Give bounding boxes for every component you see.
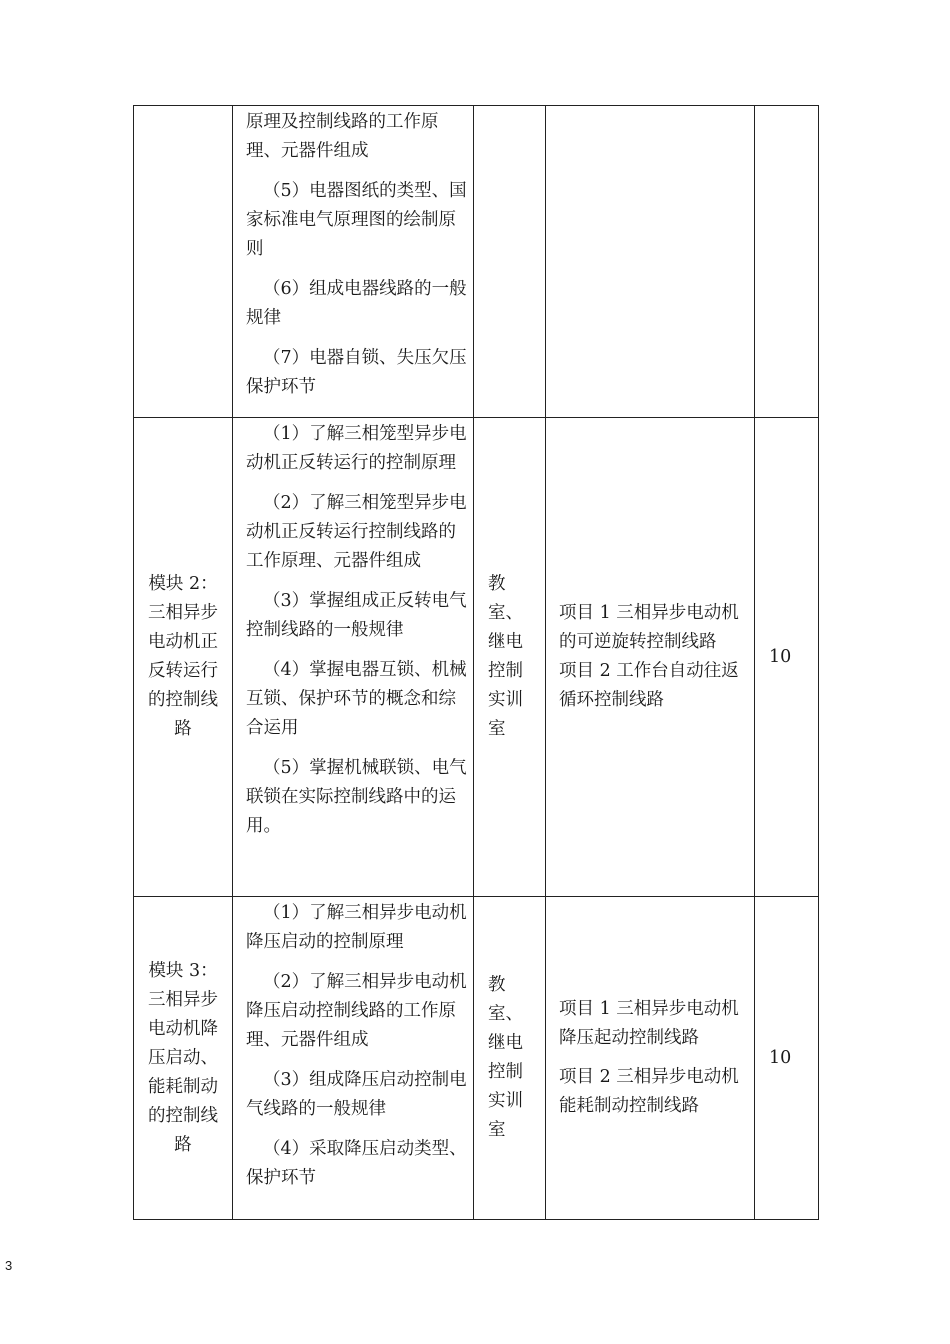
content-item: （7）电器自锁、失压欠压保护环节	[246, 348, 467, 397]
content-item: （5）电器图纸的类型、国家标准电气原理图的绘制原则	[246, 181, 467, 259]
page-number: 3	[5, 1258, 13, 1273]
project-item: 项目 1 三相异步电动机的可逆旋转控制线路	[559, 603, 739, 652]
table-row	[134, 106, 819, 418]
content-item: （6）组成电器线路的一般规律	[246, 279, 467, 328]
project-cell	[546, 897, 755, 1220]
content-cell	[233, 418, 474, 897]
hours-cell	[755, 106, 819, 418]
module-cell: 模块 3：三相异步电动机降压启动、能耗制动的控制线路	[134, 897, 233, 1220]
project-item: 项目 2 三相异步电动机能耗制动控制线路	[559, 1067, 739, 1116]
content-item: （2）了解三相异步电动机降压启动控制线路的工作原理、元器件组成	[246, 972, 467, 1050]
place-cell: 教室、继电控制实训室	[474, 897, 546, 1220]
project-cell	[546, 106, 755, 418]
content-item: （2）了解三相笼型异步电动机正反转运行控制线路的工作原理、元器件组成	[246, 493, 467, 571]
project-item: 项目 1 三相异步电动机降压起动控制线路	[559, 999, 739, 1048]
content-item: （1）了解三相异步电动机降压启动的控制原理	[246, 903, 467, 952]
table-row	[134, 418, 819, 897]
place-cell	[474, 106, 546, 418]
content-item: （3）组成降压启动控制电气线路的一般规律	[246, 1070, 467, 1119]
content-item: （3）掌握组成正反转电气控制线路的一般规律	[246, 591, 467, 640]
place-cell: 教室、继电控制实训室	[474, 418, 546, 897]
content-cell	[233, 106, 474, 418]
module-cell: 模块 2：三相异步电动机正反转运行的控制线路	[134, 418, 233, 897]
content-item: （4）掌握电器互锁、机械互锁、保护环节的概念和综合运用	[246, 660, 467, 738]
content-cell	[233, 897, 474, 1220]
content-item: 原理及控制线路的工作原理、元器件组成	[246, 112, 439, 161]
hours-cell: 10	[755, 418, 819, 897]
curriculum-table	[133, 105, 819, 1220]
content-item: （1）了解三相笼型异步电动机正反转运行的控制原理	[246, 424, 467, 473]
hours-cell: 10	[755, 897, 819, 1220]
project-cell	[546, 418, 755, 897]
module-cell	[134, 106, 233, 418]
project-item: 项目 2 工作台自动往返循环控制线路	[559, 661, 739, 710]
content-item: （5）掌握机械联锁、电气联锁在实际控制线路中的运用。	[246, 758, 467, 836]
table-row	[134, 897, 819, 1220]
content-item: （4）采取降压启动类型、保护环节	[246, 1139, 467, 1188]
